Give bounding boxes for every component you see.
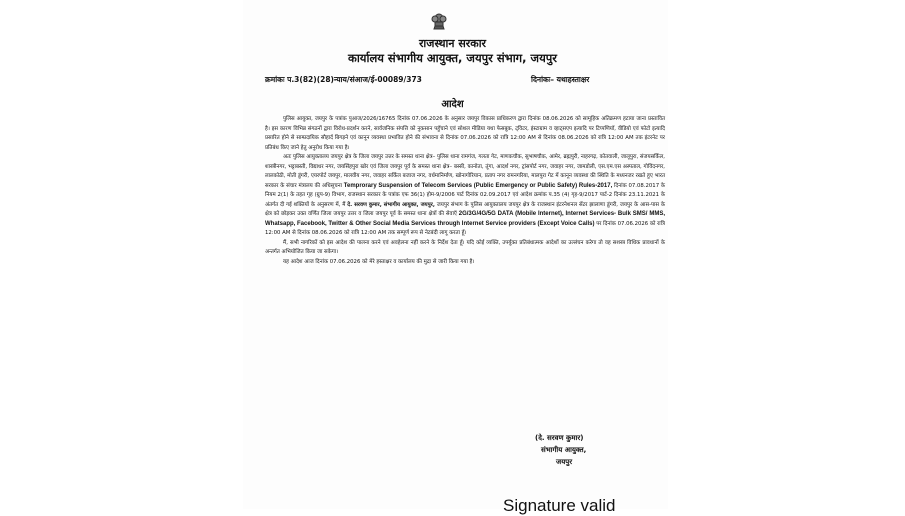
order-body: [265, 115, 665, 267]
reference-number: क्रमांकः प.3(82)(28)न्याय/संआज/ई-00089/373: [265, 75, 422, 84]
commissioner-name-inline: दे. सरवण कुमार, संभागीय आयुक्त, जयपुर,: [347, 201, 435, 208]
paragraph-2-part-c: जयपुर संभाग के पुलिस आयुक्तालय जयपुर क्षेत्र के राजस्थान इंटरनेशनल सेंटर झालाणा डूंगरी, जयपुर के आस-पास के क्षेत्र को छोड़कर उक्त वर्णित जिला जयपुर उत्तर व जिला जयपुर पूर्व के समस्त थाना क्षेत्रों की सेवाएँ: [265, 201, 665, 217]
signatory-place: जयपुर: [556, 458, 573, 466]
rules-name: Temprorary Suspension of Telecom Services (Public Emergency or Public Safety) Rules-2017,: [343, 182, 613, 189]
services-list: 2G/3G/4G/5G DATA (Mobile Internet), Internet Services- Bulk SMS/ MMS, Whatsapp, Facebook, Twitter & Other Social Media Services through Internet Service providers (Except Voice Calls): [265, 211, 666, 227]
paragraph-3: मैं, सभी नागरिकों को इस आदेश की पालना करने एवं अवहेलना नहीं करने के निर्देश देता हूँ। यदि कोई व्यक्ति, उपर्युक्त प्रतिबंधात्मक आदेशों का उल्लंघन करेगा तो वह सशस्त्र विधिक प्रावधानों के अन्तर्गत अभियोजित किया जा सकेगा।: [265, 239, 665, 255]
signatory-name: (दे. सरवण कुमार): [535, 434, 584, 442]
paragraph-2-part-b: दिनांक 07.08.2017 के नियम 2(1) के तहत गृह (ग्रुप-9) विभाग, राजस्थान सरकार के पत्रांक एफ 36(1) होम-9/2006 पार्ट दिनांक 02.09.2017 एवं आदेश क्रमांक प.35 (4) गृह-9/2017 पार्ट-2 दिनांक 23.11.2021 के अंतर्गत दी गई शक्तियों के अनुसरण में, मैं: [265, 182, 665, 208]
state-emblem-icon: [427, 9, 451, 33]
office-name: कार्यालय संभागीय आयुक्त, जयपुर संभाग, जयपुर: [348, 51, 557, 65]
signatory-designation: संभागीय आयुक्त,: [541, 446, 587, 454]
paragraph-1: पुलिस आयुक्त, जयपुर के पत्रांक पुआज/2026/16765 दिनांक 07.06.2026 के अनुसार जयपुर विकास प्राधिकरण द्वारा दिनांक 08.06.2026 को सामूहिक अतिक्रमण हटाया जाना प्रस्तावित है। इस कारण विभिन्न संगठनों द्वारा विरोध-प्रदर्शन करने, सार्वजनिक संपत्ति को नुकसान पहुँचाने एवं सोशल मीडिया यथा फेसबुक, ट्विटर, इंस्टाग्राम व व्हाट्सएप इत्यादि पर टिप्पणियाँ, वीडियो एवं फोटो इत्यादि प्रसारित होने से साम्प्रदायिक सौहार्द बिगड़ने एवं कानून व्यवस्था प्रभावित होने की संभावना से दिनांक 07.06.2026 को रात्रि 12:00 AM से दिनांक 08.06.2026 को रात्रि 12:00 AM तक इंटरनेट पर प्रतिबंध किए जाने हेतु अनुरोध किया गया है।: [265, 116, 665, 151]
signature-valid-label: Signature valid: [503, 496, 616, 515]
order-title: आदेश: [441, 99, 464, 110]
paragraph-2-part-d: पर दिनांक 07.06.2026 को रात्रि 12:00 AM से दिनांक 08.06.2026 को रात्रि 12:00 AM तक सम्पूर्ण रूप से नेटबंदी लागू करता हूँ।: [265, 220, 665, 236]
paragraph-4: यह आदेश आज दिनांक 07.06.2026 को मेरे हस्ताक्षर व कार्यालय की मुद्रा से जारी किया गया है।: [283, 258, 475, 265]
government-name: राजस्थान सरकार: [418, 37, 487, 50]
reference-date: दिनांकः– यथाहस्ताक्षर: [531, 75, 590, 84]
paragraph-2: [265, 153, 665, 239]
paragraph-2-part-a: अतः पुलिस आयुक्तालय जयपुर क्षेत्र के जिला जयपुर उत्तर के समस्त थाना क्षेत्र– पुलिस थाना रामगंज, गलता गेट, माणकचौक, सुभाषचौक, आमेर, ब्रह्मपुरी, नाहरगढ़, कोतवाली, जालूपुरा, संजयसर्किल, शास्त्रीनगर, भट्टाबस्ती, विद्याधर नगर, जयसिंहपुरा खोर एवं जिला जयपुर पूर्व के समस्त थाना क्षेत्र– बस्सी, कानोता, तूंगा, आदर्श नगर, ट्रांसपोर्ट नगर, जवाहर नगर, जामडोली, एस.एम.एस अस्पताल, गोविंदनगर, लालकोठी, मोती डूंगरी, एयरपोर्ट जयपुर, मालवीय नगर, जवाहर सर्किल बजाज नगर, वर्धमानिर्माण, खोनागोरियान, प्रताप नगर रामनगरिया, मालपुरा गेट में कानून व्यवस्था की स्थिति के मध्यनजर रखते हुए भारत सरकार के संचार मंत्रालय की अधिसूचना: [265, 154, 665, 189]
